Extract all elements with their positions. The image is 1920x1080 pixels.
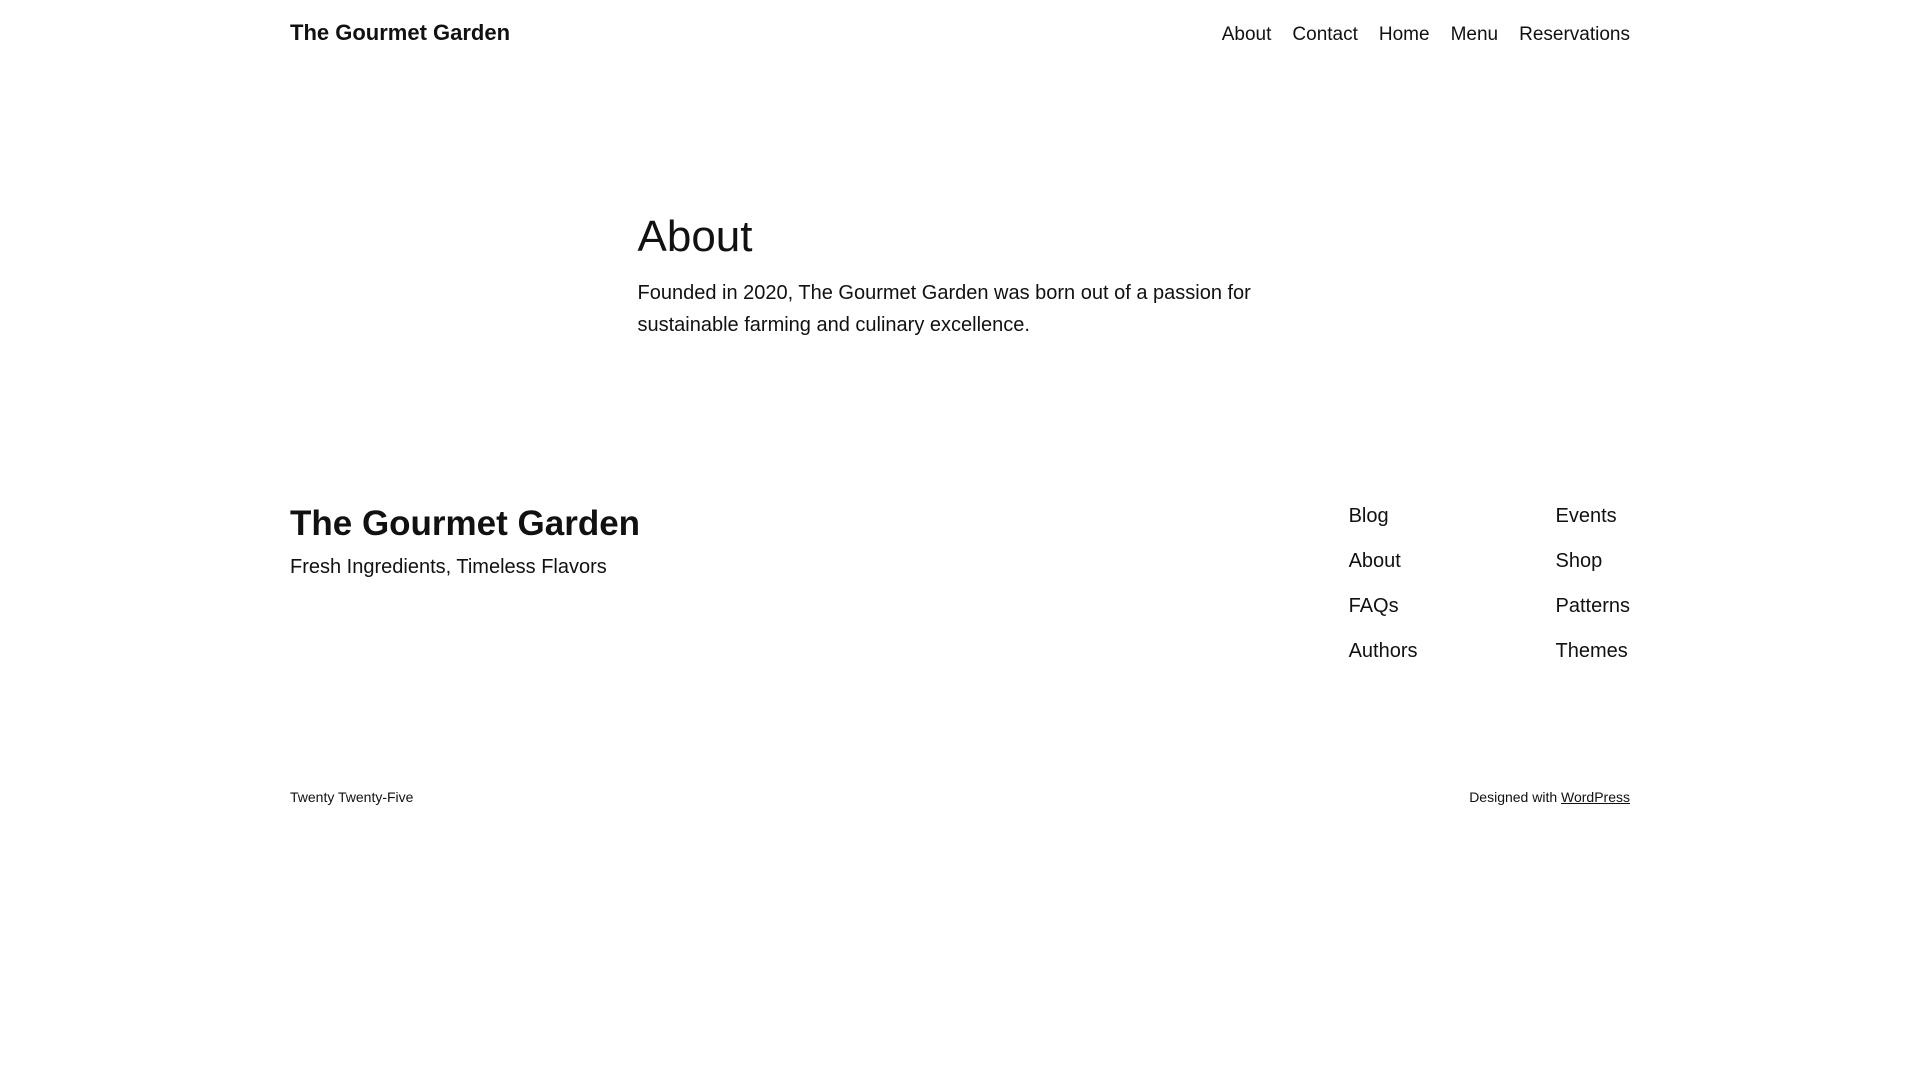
footer-brand bbox=[290, 503, 640, 583]
footer-link-themes[interactable]: Themes bbox=[1555, 640, 1628, 663]
footer-link-events[interactable]: Events bbox=[1555, 505, 1617, 528]
footer-credit bbox=[1469, 789, 1630, 806]
footer-link-authors[interactable]: Authors bbox=[1348, 640, 1418, 663]
list-item bbox=[1349, 639, 1418, 663]
footer-link-about[interactable]: About bbox=[1348, 550, 1401, 573]
nav-link-reservations[interactable]: Reservations bbox=[1519, 24, 1630, 45]
nav-link-home[interactable]: Home bbox=[1378, 24, 1430, 45]
nav-link-contact[interactable]: Contact bbox=[1292, 24, 1358, 45]
list-item bbox=[1556, 594, 1630, 618]
footer-tagline: Fresh Ingredients, Timeless Flavors bbox=[290, 556, 607, 579]
list-item bbox=[1349, 594, 1418, 618]
page-title: About bbox=[637, 211, 753, 261]
credit-prefix: Designed with bbox=[1469, 789, 1558, 806]
footer-link-patterns[interactable]: Patterns bbox=[1555, 595, 1630, 618]
footer-meta bbox=[290, 789, 1630, 806]
main-content bbox=[638, 213, 1283, 341]
list-item bbox=[1556, 504, 1630, 528]
page-container bbox=[290, 0, 1630, 806]
site-header bbox=[290, 0, 1630, 47]
footer-link-columns bbox=[1349, 503, 1630, 663]
footer-link-shop[interactable]: Shop bbox=[1555, 550, 1603, 573]
footer-link-faqs[interactable]: FAQs bbox=[1348, 595, 1399, 618]
list-item bbox=[1556, 639, 1630, 663]
footer-links-column-1 bbox=[1349, 504, 1418, 663]
site-footer bbox=[290, 503, 1630, 806]
site-title-link[interactable]: The Gourmet Garden bbox=[290, 20, 511, 45]
list-item bbox=[1349, 504, 1418, 528]
page-paragraph: Founded in 2020, The Gourmet Garden was born out of a passion for sustainable farming and culinary excellence. bbox=[637, 282, 1251, 337]
footer-main bbox=[290, 503, 1630, 663]
theme-name-link[interactable]: Twenty Twenty-Five bbox=[290, 789, 414, 806]
wordpress-link[interactable]: WordPress bbox=[1561, 789, 1630, 806]
list-item bbox=[1349, 549, 1418, 573]
nav-link-menu[interactable]: Menu bbox=[1450, 24, 1499, 45]
footer-brand-title: The Gourmet Garden bbox=[290, 504, 641, 544]
footer-links-column-2 bbox=[1556, 504, 1630, 663]
header-nav bbox=[1222, 24, 1630, 47]
list-item bbox=[1556, 549, 1630, 573]
footer-link-blog[interactable]: Blog bbox=[1348, 505, 1389, 528]
nav-link-about[interactable]: About bbox=[1221, 24, 1272, 45]
